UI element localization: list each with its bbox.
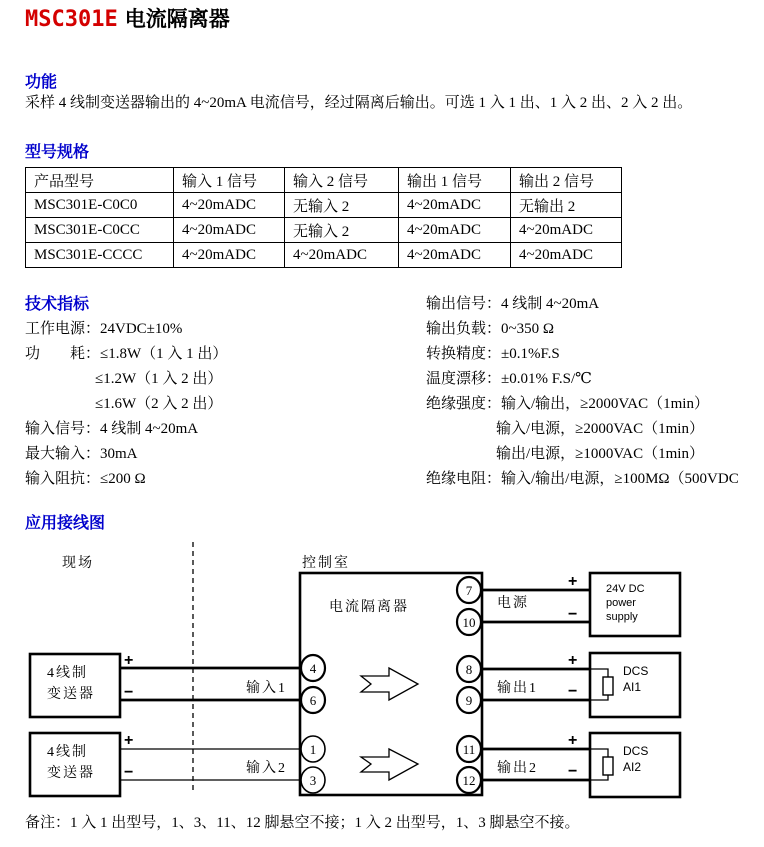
section-heading-wiring: 应用接线图 [25,515,106,532]
models-table-cell: 4~20mADC [174,193,285,218]
output1-label: 输出1 [497,681,538,696]
dcs1-label-line2: AI1 [623,680,642,694]
function-body: 采样 4 线制变送器输出的 4~20mA 电流信号，经过隔离后输出。可选 1 入 1 出、1 入 2 出、2 入 2 出。 [25,95,693,111]
isolator-label: 电流隔离器 [329,600,409,615]
models-table-header-cell: 产品型号 [26,168,174,193]
terminal-7-number: 7 [465,583,473,598]
section-heading-models: 型号规格 [25,144,90,161]
input2-minus-sign: − [124,764,134,781]
output2-minus-sign: − [568,763,578,780]
models-table-header-cell: 输出 2 信号 [511,168,622,193]
models-table-cell: 4~20mADC [174,218,285,243]
models-table-row [26,193,622,218]
models-table-cell: MSC301E-C0CC [26,218,174,243]
transmitter2-label-line2: 变送器 [47,766,95,781]
terminal-10-number: 10 [462,615,476,630]
spec-line: 转换精度：±0.1%F.S [426,346,560,362]
specs-left-column [25,292,425,492]
psu-label-line2: power [606,597,636,609]
spec-line: 工作电源：24VDC±10% [25,321,183,337]
transmitter1-box [30,654,120,717]
footnote: 备注：1 入 1 出型号，1、3、11、12 脚悬空不接；1 入 2 出型号，1、3 脚悬空不接。 [25,815,580,831]
spec-line: 绝缘电阻：输入/输出/电源，≥100MΩ（500VDC [426,471,739,487]
power-label: 电源 [497,596,529,611]
models-table-cell: 4~20mADC [399,193,511,218]
specs-right-column [426,292,739,492]
transmitter1-label-line1: 4线制 [47,666,88,681]
terminal-11-number: 11 [462,742,476,757]
models-table-cell: 4~20mADC [399,218,511,243]
input1-label: 输入1 [246,681,287,696]
models-table-cell: 4~20mADC [511,218,622,243]
models-table-header-cell: 输出 1 信号 [399,168,511,193]
dcs2-label-line2: AI2 [623,760,642,774]
models-table-cell: 4~20mADC [285,243,399,268]
spec-line: 最大输入：30mA [25,446,138,462]
ai1-resistor-icon [603,677,613,695]
output1-plus-sign: + [568,652,578,669]
input2-plus-sign: + [124,732,134,749]
spec-line: 输入/电源，≥2000VAC（1min） [496,421,704,437]
spec-line: 功 耗：≤1.8W（1 入 1 出） [25,346,228,362]
ai2-resistor-icon [603,757,613,775]
models-table-cell: 无输入 2 [285,218,399,243]
power-plus-sign: + [568,573,578,590]
output2-label: 输出2 [497,761,538,776]
spec-line: 输出负载：0~350 Ω [426,321,555,337]
terminal-1-number: 1 [309,742,317,757]
output1-minus-sign: − [568,683,578,700]
output2-plus-sign: + [568,732,578,749]
psu-label-line1: 24V DC [606,583,645,595]
dcs1-label-line1: DCS [623,664,649,678]
psu-label-line3: supply [606,611,638,623]
terminal-4-number: 4 [309,661,317,676]
models-table-cell: 4~20mADC [399,243,511,268]
models-table-header-cell: 输入 1 信号 [174,168,285,193]
spec-line: ≤1.6W（2 入 2 出） [95,396,223,412]
models-table-cell: 无输出 2 [511,193,622,218]
spec-line: 绝缘强度：输入/输出，≥2000VAC（1min） [426,396,709,412]
models-table-row [26,218,622,243]
spec-line: 输出/电源，≥1000VAC（1min） [496,446,704,462]
terminal-6-number: 6 [309,693,317,708]
product-model-title: MSC301E [25,7,118,32]
models-table-cell: MSC301E-CCCC [26,243,174,268]
power-minus-sign: − [568,606,578,623]
models-table-cell: 无输入 2 [285,193,399,218]
wiring-diagram [0,540,764,805]
transmitter2-label-line1: 4线制 [47,745,88,760]
input2-label: 输入2 [246,761,287,776]
terminal-9-number: 9 [465,693,473,708]
transmitter2-box [30,733,120,796]
spec-line: 输入阻抗：≤200 Ω [25,471,146,487]
terminal-8-number: 8 [465,662,473,677]
spec-line: 温度漂移：±0.01% F.S/℃ [426,371,592,387]
models-table-cell: 4~20mADC [174,243,285,268]
terminal-3-number: 3 [309,773,317,788]
models-table-cell: 4~20mADC [511,243,622,268]
control-room-label: 控制室 [302,556,350,571]
models-table-cell: MSC301E-C0C0 [26,193,174,218]
spec-line: ≤1.2W（1 入 2 出） [95,371,223,387]
page-title [25,3,230,33]
product-name-title: 电流隔离器 [124,8,230,31]
spec-line: 输入信号：4 线制 4~20mA [25,421,199,437]
transmitter1-label-line2: 变送器 [47,687,95,702]
section-heading-specs: 技术指标 [25,296,90,313]
models-table-header-cell: 输入 2 信号 [285,168,399,193]
models-table-row [26,243,622,268]
section-heading-function: 功能 [25,74,58,91]
dcs2-label-line1: DCS [623,744,649,758]
input1-minus-sign: − [124,684,134,701]
field-label: 现场 [62,556,94,571]
input1-plus-sign: + [124,652,134,669]
models-table [25,167,622,268]
models-table-header-row [26,168,622,193]
terminal-12-number: 12 [462,773,476,788]
spec-line: 输出信号：4 线制 4~20mA [426,296,600,312]
